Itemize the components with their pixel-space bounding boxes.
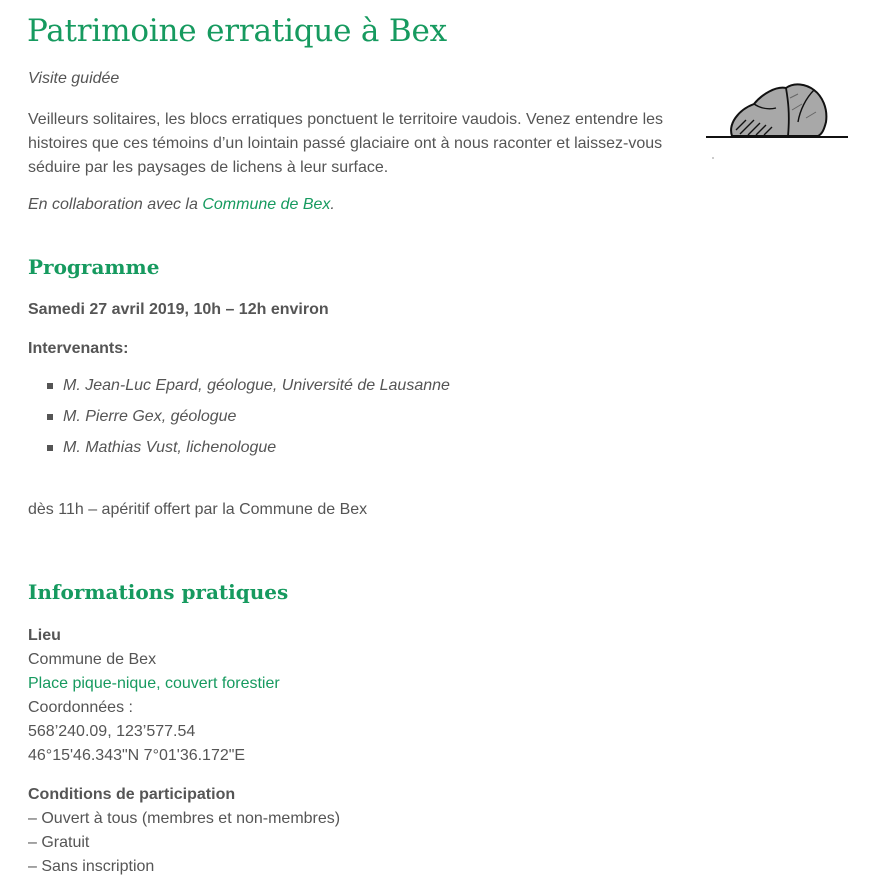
condition-item: – Sans inscription (28, 858, 155, 875)
bullet-icon (47, 414, 53, 420)
conditions-block (28, 783, 340, 879)
commune-bex-link[interactable]: Commune de Bex (202, 196, 331, 213)
list-item (47, 438, 450, 469)
page-subtitle: Visite guidée (28, 70, 120, 87)
event-date: Samedi 27 avril 2019, 10h – 12h environ (28, 301, 329, 318)
coords-label: Coordonnées : (28, 699, 133, 716)
lieu-place-link[interactable]: Place pique-nique, couvert forestier (28, 675, 280, 692)
list-item (47, 407, 450, 438)
list-item (47, 376, 450, 407)
speaker-name: M. Pierre Gex, géologue (63, 408, 237, 425)
conditions-title: Conditions de participation (28, 786, 236, 803)
lieu-title: Lieu (28, 627, 61, 644)
page-title: Patrimoine erratique à Bex (27, 13, 447, 49)
speakers-title: Intervenants: (28, 340, 129, 357)
lieu-commune: Commune de Bex (28, 651, 157, 668)
bullet-icon (47, 383, 53, 389)
erratic-boulder-icon (702, 74, 852, 165)
aperitif-note: dès 11h – apéritif offert par la Commune de Bex (28, 501, 368, 518)
lieu-block (28, 624, 280, 768)
condition-item: – Ouvert à tous (membres et non-membres) (28, 810, 341, 827)
intro-paragraph: Veilleurs solitaires, les blocs erratiques ponctuent le territoire vaudois. Venez entendre les histoires que ces témoins d’un lointain passé glaciaire ont à nous raconter et laissez-vous séduire par les paysages de lichens à leur surface. (28, 111, 664, 176)
infos-heading: Informations pratiques (28, 580, 289, 604)
collaboration-line (28, 196, 335, 214)
coords-gps: 46°15'46.343"N 7°01'36.172"E (28, 747, 246, 764)
speaker-name: M. Jean-Luc Epard, géologue, Université de Lausanne (63, 377, 450, 394)
speaker-name: M. Mathias Vust, lichenologue (63, 439, 277, 456)
bullet-icon (47, 445, 53, 451)
coords-swiss: 568’240.09, 123’577.54 (28, 723, 196, 740)
collab-suffix: . (330, 196, 335, 213)
speakers-list (47, 376, 450, 469)
condition-item: – Gratuit (28, 834, 90, 851)
collab-prefix: En collaboration avec la (28, 196, 203, 213)
programme-heading: Programme (28, 255, 160, 279)
